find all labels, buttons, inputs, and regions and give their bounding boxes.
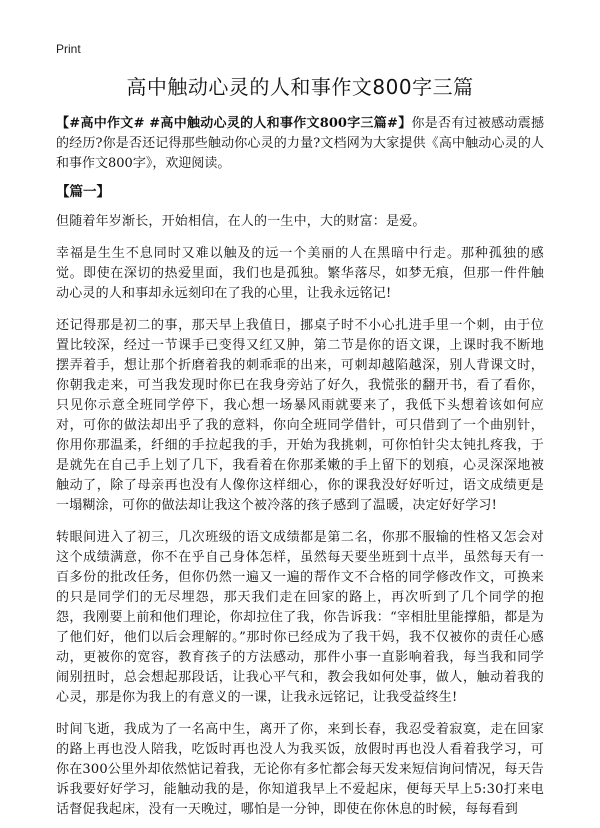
print-label: Print (56, 42, 81, 56)
intro-tags: 【#高中作文# #高中触动心灵的人和事作文800字三篇#】 (56, 116, 412, 131)
body-paragraph-2: 幸福是生生不息同时又难以触及的远一个美丽的人在黑暗中行走。那种孤独的感觉。即使在深切的热爱里面，我们也是孤独。繁华落尽，如梦无痕，但那一件件触动心灵的人和事却永远刻印在了我的心里，让我永远铭记! (56, 246, 544, 301)
document-title: 高中触动心灵的人和事作文800字三篇 (126, 75, 474, 99)
body-paragraph-4: 转眼间进入了初三，几次班级的语文成绩都是第二名，你那不服输的性格又怎会对这个成绩满意，你不在乎自己身体怎样，虽然每天要坐班到十点半，虽然每天有一百多份的批改任务，但你仍然一遍又一遍的帮作文不合格的同学修改作文，可换来的只是同学们的无尽埋怨，那天我们走在回家的路上，再次听到了几个同学的抱怨，我刚要上前和他们理论，你却拉住了我，你告诉我：“宰相肚里能撑船，都是为了他们好，他们以后会理解的。”那时你已经成为了我干妈，我不仅被你的责任心感动，更被你的宽容，教育孩子的方法感动，那件小事一直影响着我，每当我和同学闹别扭时，总会想起那段话，让我心平气和，教会我如何处事，做人，触动着我的心灵，那是你为我上的有意义的一课，让我永远铭记，让我受益终生! (56, 530, 544, 705)
intro-paragraph (56, 114, 544, 174)
section-heading: 【篇一】 (56, 184, 110, 200)
intro-text: 你是否有过被感动震撼的经历?你是否还记得那些触动你心灵的力量?文档网为大家提供《高中触动心灵的人和事作文800字》，欢迎阅读。 (56, 116, 544, 171)
body-paragraph-1: 但随着年岁渐长，开始相信，在人的一生中，大的财富：是爱。 (56, 214, 426, 229)
body-paragraph-3: 还记得那是初二的事，那天早上我值日，挪桌子时不小心扎进手里一个刺，由于位置比较深，经过一节课手已变得又红又肿，第二节是你的语文课，上课时我不断地摆弄着手，想让那个折磨着我的刺乖乖的出来，可刺却越陷越深，别人背课文时，你朝我走来，可当我发现时你已在我身旁站了好久，我慌张的翻开书，看了看你，只见你示意全班同学停下，我心想一场暴风雨就要来了，我低下头想着该如何应对，可你的做法却出乎了我的意料，你向全班同学借针，可只借到了一个曲别针，你用你那温柔，纤细的手拉起我的手，开始为我挑刺，可你怕针尖太钝扎疼我，于是就先在自己手上划了几下，我看着在你那柔嫩的手上留下的划痕，心灵深深地被触动了，除了母亲再也没有人像你这样细心，你的课我没好好听过，语文成绩更是一塌糊涂，可你的做法却让我这个被冷落的孩子感到了温暖，决定好好学习! (56, 318, 544, 513)
body-paragraph-5: 时间飞逝，我成为了一名高中生，离开了你，来到长春，我忍受着寂寞，走在回家的路上再也没人陪我，吃饭时再也没人为我买饭，放假时再也没人看着我学习，可你在300公里外却依然惦记着我，无论你有多忙都会每天发来短信询问情况，每天告诉我要好好学习，能触动我的是，你知道我早上不爱起床，便每天早上5:30打来电话督促我起床，没有一天晚过，哪怕是一分钟，即使在你休息的时候，每每看到 (56, 722, 544, 817)
